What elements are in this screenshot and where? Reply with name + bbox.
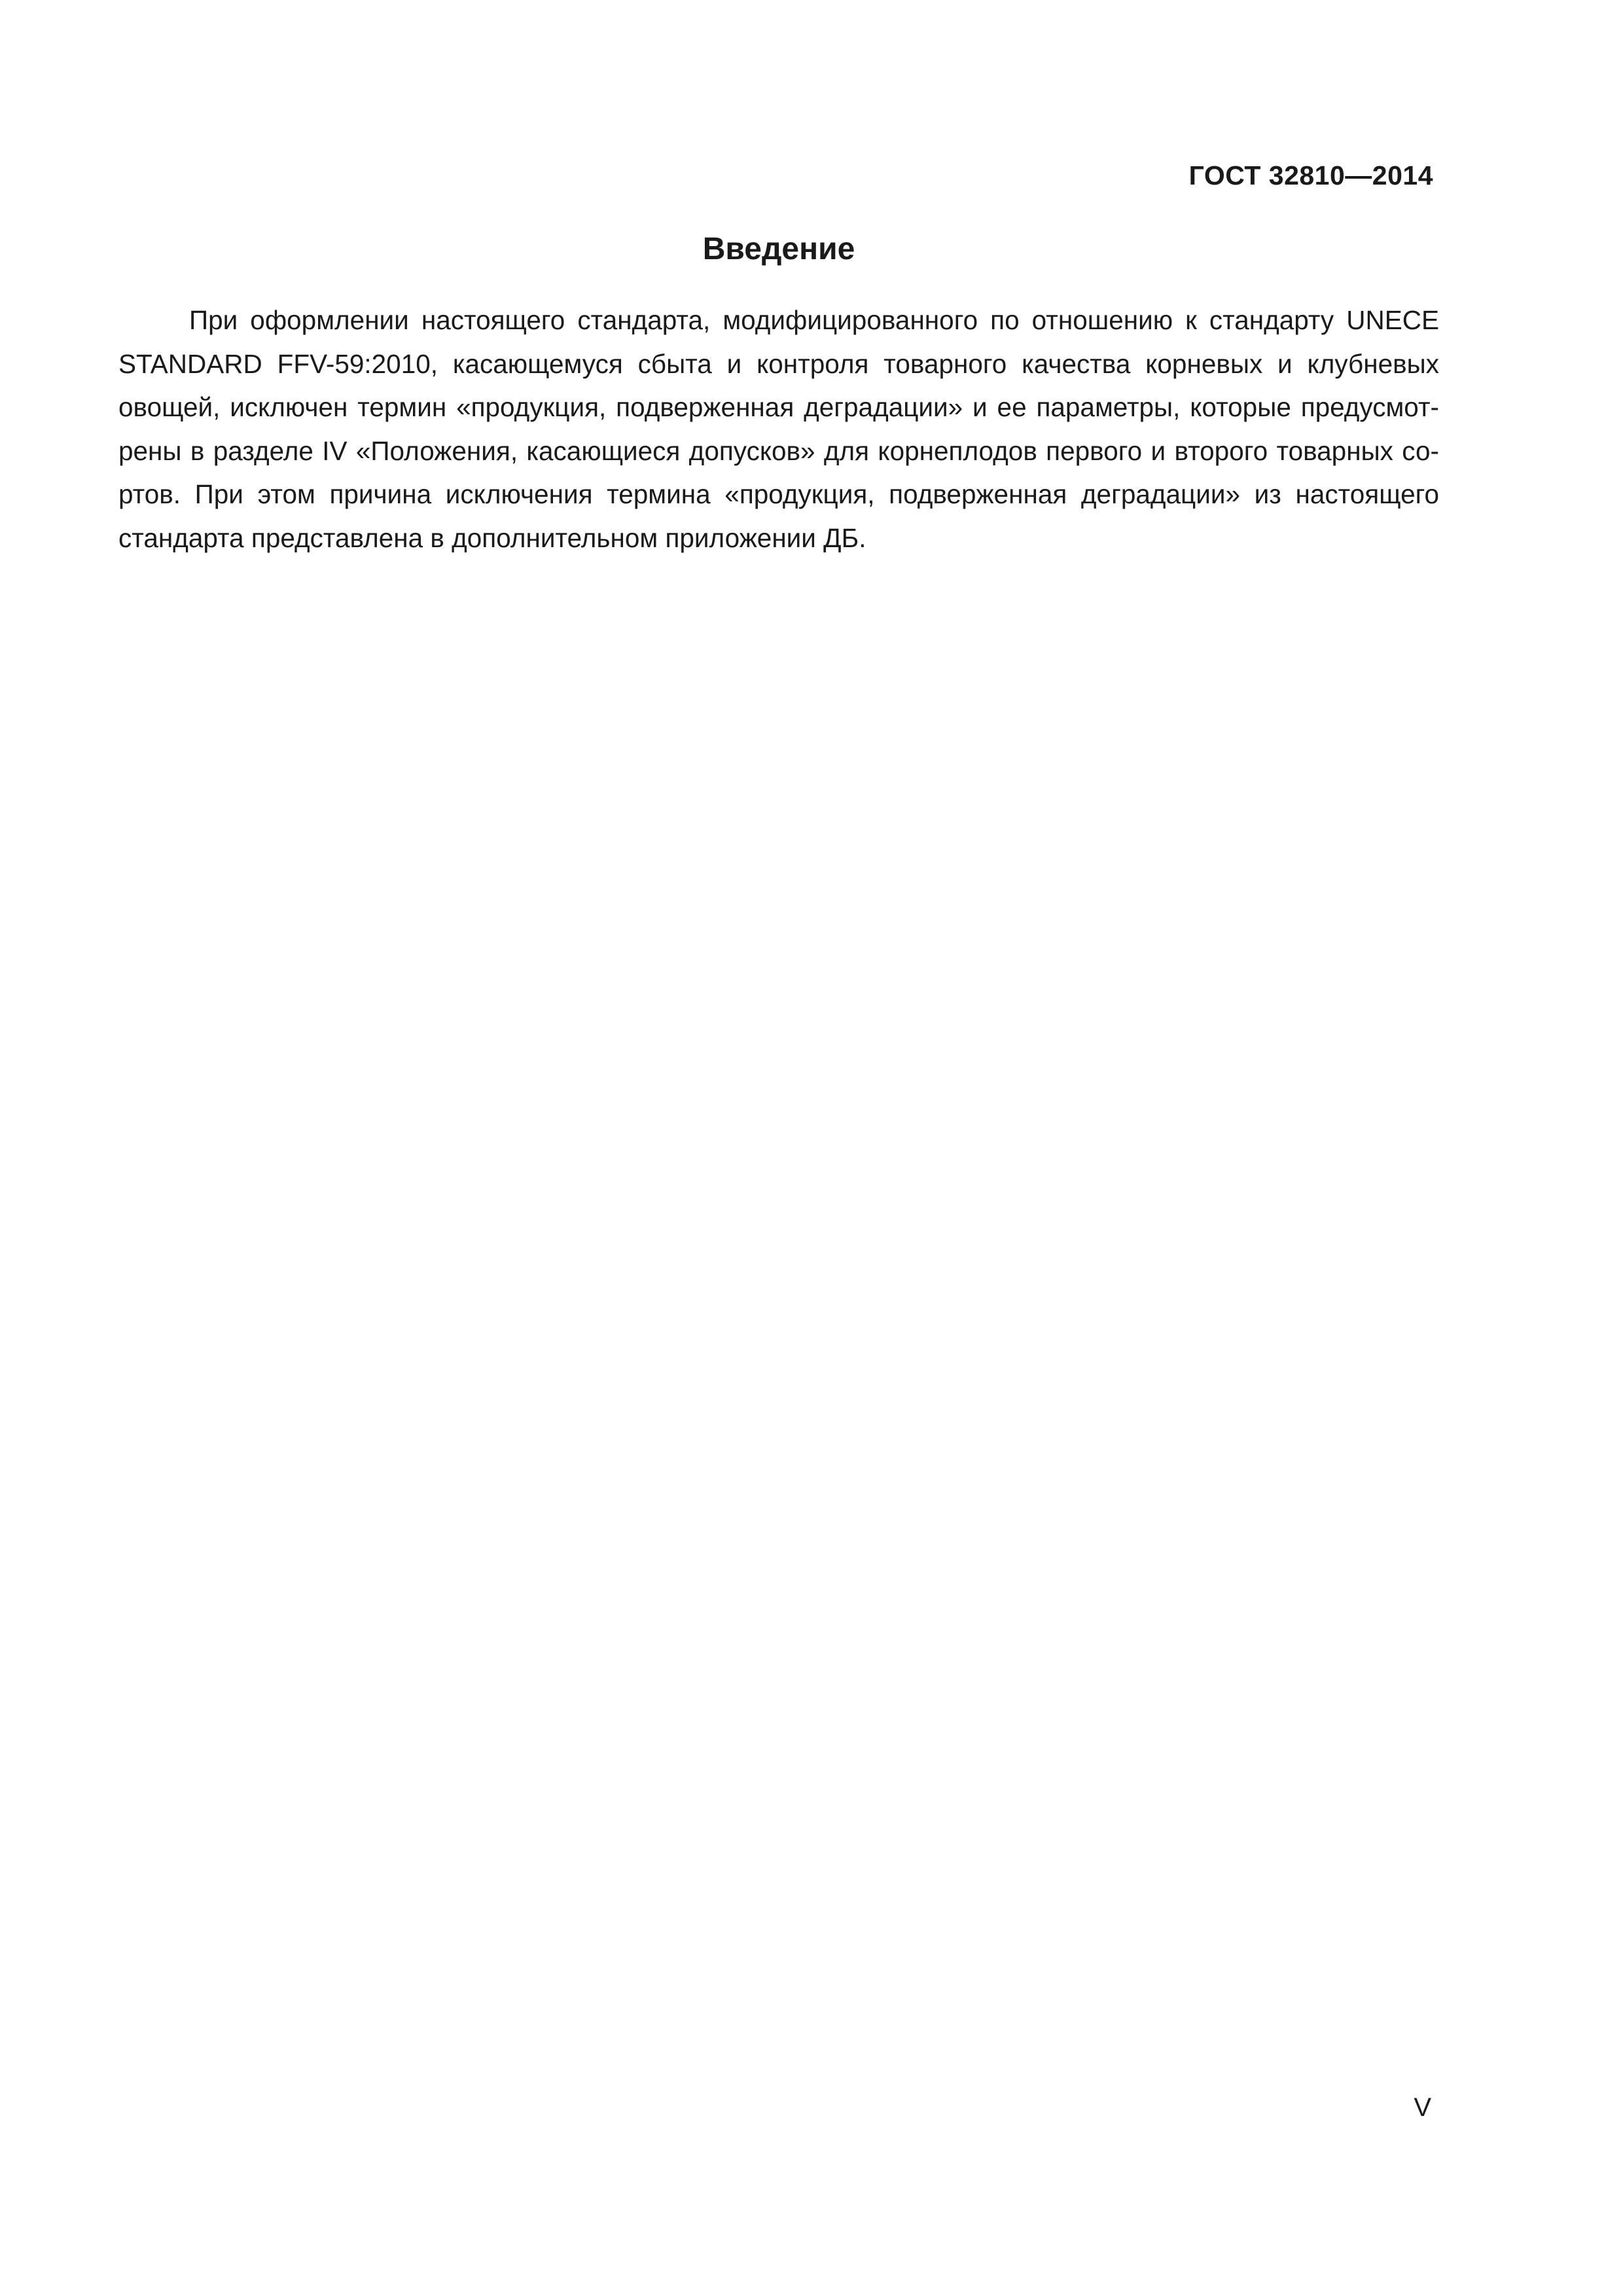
document-code: ГОСТ 32810—2014 (1188, 160, 1433, 190)
section-title: Введение (702, 232, 855, 266)
page-number: V (1414, 2093, 1431, 2122)
introduction-paragraph: При оформлении настоящего стандарта, модифицированного по отношению к стандарту UNECE STANDARD FFV-59:2010, касающемуся сбыта и контроля товарного качества корневых и клубневых овощей, исключен термин «продукция, подверженная деградации» и ее параметры, которые предусмотрены в разделе IV «Положения, касающиеся допусков» для корнеплодов первого и второго товарных сортов. При этом причина исключения термина «продукция, подверженная деградации» из настоящего стандарта представлена в дополнительном приложении ДБ. (118, 305, 1439, 553)
